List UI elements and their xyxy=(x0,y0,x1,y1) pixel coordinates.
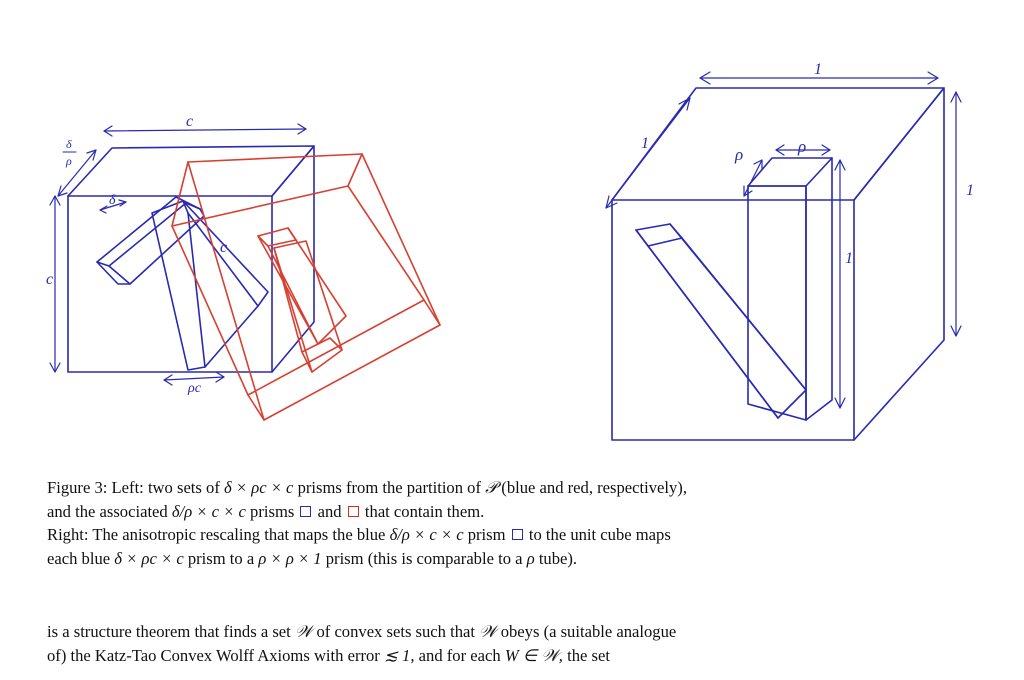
caption-text-2c: and xyxy=(317,501,342,521)
body-text-1b: of convex sets such that xyxy=(316,622,475,641)
left-outer-red-box xyxy=(172,154,440,420)
figure-caption xyxy=(47,476,983,570)
caption-text-4b: prism to a xyxy=(187,548,255,568)
red-square-icon xyxy=(348,506,359,517)
body-math-w2: 𝒲 xyxy=(479,622,497,641)
caption-text-3a: Right: The anisotropic rescaling that maps the blue xyxy=(47,525,386,545)
caption-text-4c: prism (this is comparable to a xyxy=(325,548,523,568)
body-math-w1: 𝒲 xyxy=(294,622,313,641)
right-diagonal-prism xyxy=(636,224,806,418)
caption-line-4 xyxy=(47,547,983,571)
left-blue-prism-1 xyxy=(97,197,204,284)
caption-text-1c: prisms from the partition of xyxy=(297,478,482,497)
caption-text-3b: prism xyxy=(467,525,506,545)
body-text-2a: of) the Katz-Tao Convex Wolff Axioms with error xyxy=(47,645,380,665)
caption-text-2a: and the associated xyxy=(47,501,168,521)
body-line-1 xyxy=(47,620,989,644)
svg-text:ρ: ρ xyxy=(66,154,72,168)
label-rho-top: ρ xyxy=(798,137,807,156)
label-rho-c: ρc xyxy=(188,381,201,396)
label-rho-left: ρ xyxy=(735,145,744,164)
caption-text-1d: (blue and red, respectively), xyxy=(501,478,687,497)
caption-text-3c: to the unit cube maps xyxy=(528,525,671,545)
caption-text-4d: tube). xyxy=(538,548,578,568)
left-dimension-delta-rho xyxy=(58,150,96,196)
label-c-inner: c xyxy=(220,239,228,256)
body-text-2b: and for each xyxy=(418,645,501,665)
caption-line-3 xyxy=(47,523,983,547)
label-c-top: c xyxy=(186,113,194,130)
caption-text-2b: prisms xyxy=(250,501,295,521)
caption-math-1: δ × ρc × c xyxy=(224,478,294,497)
right-vertical-prism xyxy=(748,158,832,420)
right-dimension-one-inner xyxy=(835,160,845,408)
label-c-left: c xyxy=(46,271,54,288)
label-one-right: 1 xyxy=(966,182,974,199)
caption-math-2: δ/ρ × c × c xyxy=(171,501,246,521)
caption-math-p: 𝒫 xyxy=(485,478,498,497)
caption-math-4c: ρ xyxy=(526,548,535,568)
label-delta-over-rho: δ xyxy=(66,137,72,151)
body-math-wset: W ∈ 𝒲, xyxy=(504,645,563,665)
right-dimension-rho-left xyxy=(744,160,762,196)
right-dimension-one-left xyxy=(606,98,690,208)
body-text-1a: is a structure theorem that finds a set xyxy=(47,622,291,641)
left-blue-prism-2 xyxy=(152,201,268,370)
blue-square-icon-2 xyxy=(512,529,523,540)
figure-label: Figure 3: xyxy=(47,478,108,497)
caption-math-4b: ρ × ρ × 1 xyxy=(258,548,322,568)
body-math-error: ≲ 1, xyxy=(384,645,415,665)
label-one-top: 1 xyxy=(814,61,822,78)
label-one-left: 1 xyxy=(641,135,649,152)
body-text-1c: obeys (a suitable analogue xyxy=(500,622,677,641)
caption-math-3: δ/ρ × c × c xyxy=(389,525,464,545)
caption-text-2d: that contain them. xyxy=(364,501,485,521)
caption-line-2 xyxy=(47,500,983,524)
right-dimension-one-right xyxy=(951,92,961,336)
left-red-prism-2 xyxy=(274,241,342,372)
caption-line-1 xyxy=(47,476,983,500)
body-line-2 xyxy=(47,644,989,668)
label-one-inner: 1 xyxy=(845,250,853,267)
label-delta: δ xyxy=(109,193,116,208)
body-paragraph xyxy=(47,620,989,667)
left-dimension-c-top xyxy=(104,124,306,136)
caption-math-4a: δ × ρc × c xyxy=(114,548,184,568)
body-text-2c: the set xyxy=(567,645,610,665)
caption-text-4a: each blue xyxy=(47,548,111,568)
blue-square-icon xyxy=(300,506,311,517)
caption-text-1b: Left: two sets of xyxy=(111,478,220,497)
